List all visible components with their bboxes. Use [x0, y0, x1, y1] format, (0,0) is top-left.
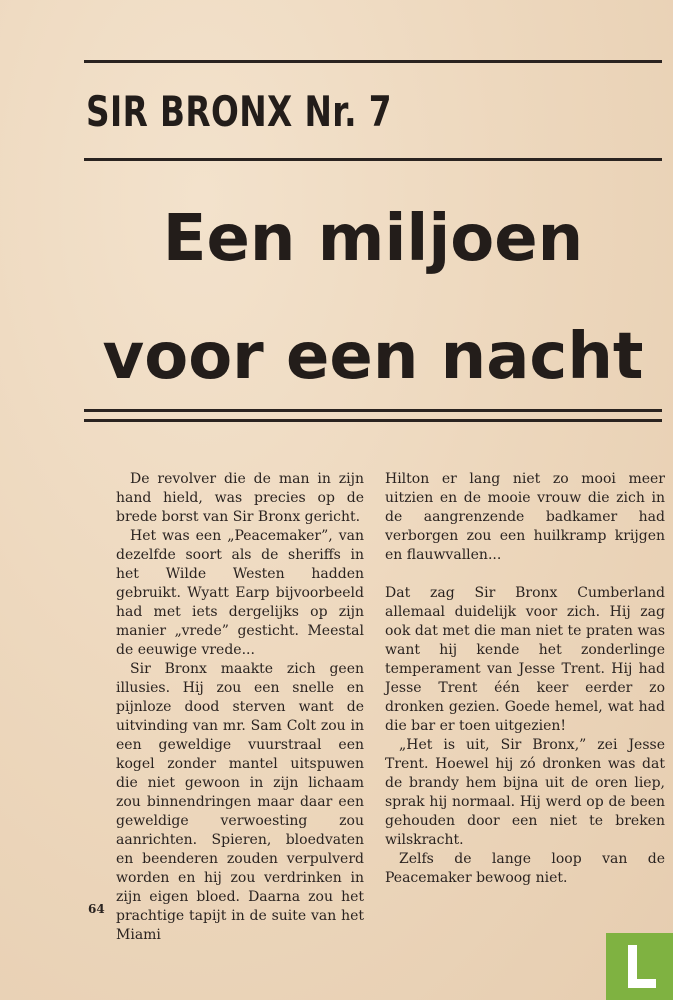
bottom-rule-lower — [84, 419, 662, 422]
left-column — [116, 470, 364, 945]
paragraph: Zelfs de lange loop van de Peacemaker bewoog niet. — [385, 851, 665, 886]
lastdodo-logo-icon — [606, 933, 673, 1000]
paragraph: „Het is uit, Sir Bronx,” zei Jesse Trent. Hoewel hij zó dronken was dat de brandy hem bijna uit de oren liep, sprak hij normaal. Hij werd op de been gehouden door een niet te breken wilskracht. — [385, 737, 665, 848]
paragraph: Sir Bronx maakte zich geen illusies. Hij zou een snelle en pijnloze dood sterven want de uitvinding van mr. Sam Colt zou in een geweldige vuurstraal een kogel zonder mantel uitspuwen die niet gewoon in zijn lichaam zou binnendringen maar daar een geweldige verwoesting zou aanrichten. Spieren, bloedvaten en beenderen zouden verpulverd worden en hij zou verdrinken in zijn eigen bloed. Daarna zou het prachtige tapijt in de suite van het Miami — [116, 661, 364, 943]
bottom-rule-upper — [84, 409, 662, 412]
paragraph: Het was een „Peacemaker”, van dezelfde soort als de sheriffs in het Wilde Westen hadden gebruikt. Wyatt Earp bijvoorbeeld had met iets dergelijks op zijn manier „vrede” gesticht. Meestal de eeuwige vrede... — [116, 528, 364, 658]
paragraph: De revolver die de man in zijn hand hield, was precies op de brede borst van Sir Bronx gericht. — [116, 471, 364, 525]
story-title — [84, 180, 662, 416]
paragraph: Dat zag Sir Bronx Cumberland allemaal duidelijk voor zich. Hij zag ook dat met die man niet te praten was want hij kende het zonderlinge temperament van Jesse Trent. Hij had Jesse Trent één keer eerder zo dronken gezien. Goede hemel, wat had die bar er toen uitgezien! — [385, 585, 665, 734]
page-number: 64 — [88, 902, 105, 916]
logo-mark-icon — [606, 933, 673, 1000]
paragraph-continuation: Hilton er lang niet zo mooi meer uitzien en de mooie vrouw die zich in de aangrenzende badkamer had verborgen zou een huilkramp krijgen en flauwvallen... — [385, 471, 665, 563]
story-title-line-1: Een miljoen — [162, 202, 584, 276]
series-title: SIR BRONX Nr. 7 — [86, 87, 392, 136]
story-title-line-2: voor een nacht — [102, 320, 644, 394]
middle-rule — [84, 158, 662, 161]
right-column — [385, 470, 665, 888]
top-rule — [84, 60, 662, 63]
